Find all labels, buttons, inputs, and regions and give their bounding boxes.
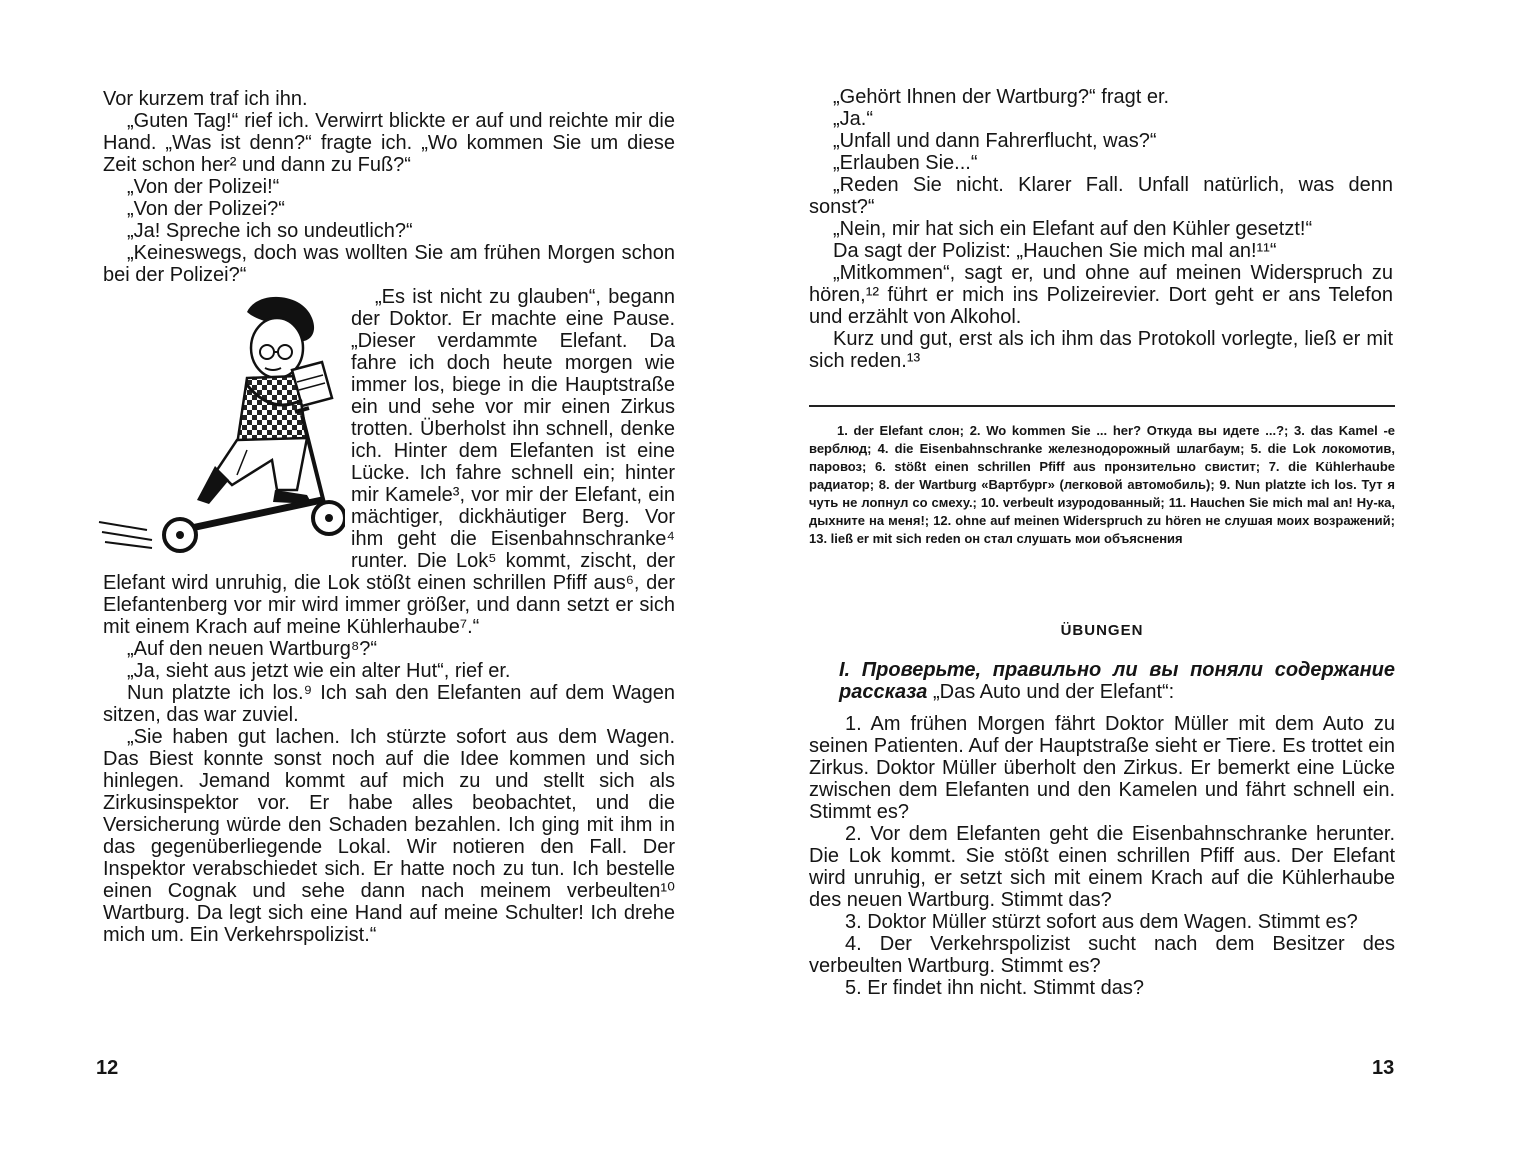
- task-story-title: „Das Auto und der Elefant“:: [932, 681, 1175, 703]
- paragraph: Kurz und gut, erst als ich ihm das Protokoll vorlegte, ließ er mit sich reden.¹³: [809, 328, 1393, 372]
- exercise-items: [809, 713, 1395, 999]
- exercise-item: 4. Der Verkehrspolizist sucht nach dem Besitzer des verbeulten Wartburg. Stimmt es?: [809, 933, 1395, 977]
- exercises-heading: ÜBUNGEN: [1060, 622, 1144, 639]
- scooter-reader-illustration: [97, 290, 345, 560]
- paragraph: „Guten Tag!“ rief ich. Verwirrt blickte er auf und reichte mir die Hand. „Was ist denn?“ fragte ich. „Wo kommen Sie um diese Zeit schon her² und dann zu Fuß?“: [103, 110, 675, 176]
- paragraph: „Es ist nicht zu glauben“, begann der Doktor. Er machte eine Pause. „Dieser verdammte Elefant. Da fahre ich doch heute morgen wie immer los, biege in die Hauptstraße ein und sehe vor mir einen Zirkus trotten. Überholst ihn schnell, denke ich. Hinter dem Elefanten ist eine Lücke. Ich fahre schnell ein; hinter mir Kamele³, vor mir der Elefant, ein mächtiger, dickhäutiger Berg. Vor ihm geht die Eisenbahnschranke⁴ runter. Die Lok⁵ kommt, zischt, der Elefant wird unruhig, die Lok stößt einen schrillen Pfiff aus⁶, der Elefantenberg vor mir wird immer größer, und dann setzt er sich mit einem Krach auf meine Kühlerhaube⁷.“: [103, 286, 675, 638]
- paragraph: „Keineswegs, doch was wollten Sie am frühen Morgen schon bei der Polizei?“: [103, 242, 675, 286]
- right-page: [759, 0, 1518, 1168]
- paragraph: „Gehört Ihnen der Wartburg?“ fragt er.: [833, 86, 1170, 108]
- page-number: 12: [96, 1057, 119, 1079]
- right-page-text: [809, 86, 1393, 372]
- footnotes: [809, 422, 1395, 548]
- paragraph: „Erlauben Sie...“: [833, 152, 978, 174]
- exercise-task: [839, 659, 1395, 703]
- paragraph: „Auf den neuen Wartburg⁸?“: [127, 638, 378, 660]
- paragraph: „Von der Polizei!“: [127, 176, 280, 198]
- paragraph: „Ja.“: [833, 108, 873, 130]
- paragraph: „Sie haben gut lachen. Ich stürzte sofort aus dem Wagen. Das Biest konnte sonst noch auf die Idee kommen und sich hinlegen. Jemand kommt auf mich zu und stellt sich als Zirkusinspektor vor. Er habe alles beobachtet, und die Versicherung würde den Schaden bezahlen. Ich ging mit ihm in das gegenüberliegende Lokal. Wir notieren den Fall. Der Inspektor verabschiedet sich. Er hatte noch zu tun. Ich bestelle einen Cognak und sehe dann nach meinem verbeulten¹⁰ Wartburg. Da legt sich eine Hand auf meine Schulter! Ich drehe mich um. Ein Verkehrspolizist.“: [103, 726, 675, 946]
- paragraph: „Ja! Spreche ich so undeutlich?“: [127, 220, 413, 242]
- paragraph: Da sagt der Polizist: „Hauchen Sie mich mal an!¹¹“: [833, 240, 1277, 262]
- paragraph: „Mitkommen“, sagt er, und ohne auf meinen Widerspruch zu hören,¹² führt er mich ins Polizeirevier. Dort geht er ans Telefon und erzählt von Alkohol.: [809, 262, 1393, 328]
- left-page-text: [103, 88, 675, 946]
- paragraph: „Reden Sie nicht. Klarer Fall. Unfall natürlich, was denn sonst?“: [809, 174, 1393, 218]
- task-instruction: Проверьте, правильно ли вы поняли содержание рассказа: [839, 659, 1395, 703]
- footnote-text: 1. der Elefant слон; 2. Wo kommen Sie ... her? Откуда вы идете ...?; 3. das Kamel -e верблюд; 4. die Eisenbahnschranke железнодорожный шлагбаум; 5. die Lok локомотив, паровоз; 6. stößt einen schrillen Pfiff aus пронзительно свистит; 7. die Kühlerhaube радиатор; 8. der Wartburg «Вартбург» (легковой автомобиль); 9. Nun platzte ich los. Тут я чуть не лопнул со смеху.; 10. verbeult изуродованный; 11. Hauchen Sie mich mal an! Ну-ка, дыхните на меня!; 12. ohne auf meinen Widerspruch zu hören не слушая моих возражений; 13. ließ er mit sich reden он стал слушать мои объяснения: [809, 423, 1395, 546]
- exercise-item: 1. Am frühen Morgen fährt Doktor Müller mit dem Auto zu seinen Patienten. Auf der Hauptstraße sieht er Tiere. Es trottet ein Zirkus. Doktor Müller überholt den Zirkus. Er bemerkt eine Lücke zwischen dem Elefanten und den Kamelen und fährt schnell ein. Stimmt es?: [809, 713, 1395, 823]
- page-number: 13: [1372, 1057, 1395, 1079]
- paragraph: „Unfall und dann Fahrerflucht, was?“: [833, 130, 1157, 152]
- exercise-item: 5. Er findet ihn nicht. Stimmt das?: [845, 977, 1145, 999]
- paragraph: Nun platzte ich los.⁹ Ich sah den Elefanten auf dem Wagen sitzen, das war zuviel.: [103, 682, 675, 726]
- task-number: I.: [839, 659, 851, 681]
- exercise-item: 3. Doktor Müller stürzt sofort aus dem Wagen. Stimmt es?: [845, 911, 1358, 933]
- exercise-item: 2. Vor dem Elefanten geht die Eisenbahnschranke herunter. Die Lok kommt. Sie stößt einen schrillen Pfiff aus. Der Elefant wird unruhig, er setzt sich mit einem Krach auf die Kühlerhaube des neuen Wartburg. Stimmt das?: [809, 823, 1395, 911]
- paragraph: „Ja, sieht aus jetzt wie ein alter Hut“, rief er.: [127, 660, 511, 682]
- footnote-divider: [809, 405, 1395, 407]
- paragraph: „Von der Polizei?“: [127, 198, 285, 220]
- paragraph: „Nein, mir hat sich ein Elefant auf den Kühler gesetzt!“: [833, 218, 1313, 240]
- paragraph: Vor kurzem traf ich ihn.: [103, 88, 308, 110]
